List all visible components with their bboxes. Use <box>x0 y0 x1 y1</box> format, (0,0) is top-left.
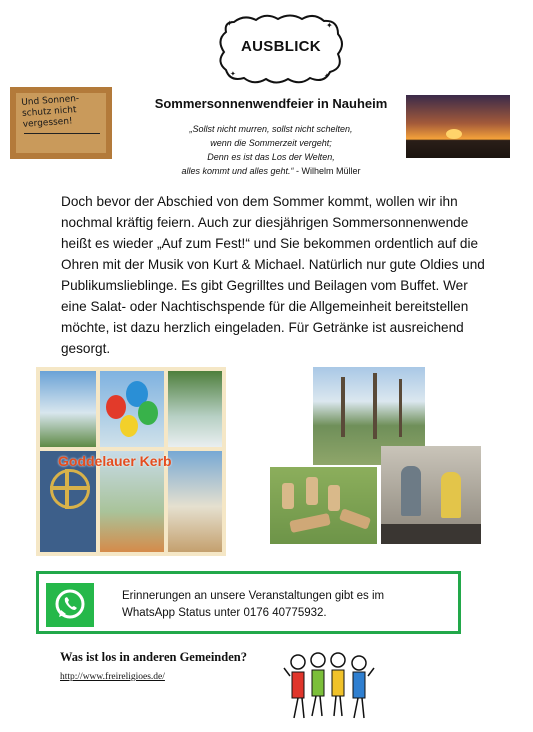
poem-author: - Wilhelm Müller <box>293 166 361 176</box>
sunscreen-sign-photo <box>10 87 112 159</box>
poem-line-4: alles kommt und alles geht.“ <box>181 166 294 176</box>
band-performance-photo <box>381 446 481 544</box>
collage-panel-trees <box>40 371 96 447</box>
whatsapp-text: Erinnerungen an unsere Veranstaltungen gibt es im WhatsApp Status unter 0176 40775932. <box>122 590 385 619</box>
stick-figures-illustration <box>282 650 376 722</box>
wooden-games-photo <box>270 467 377 544</box>
event-title: Sommersonnenwendfeier in Nauheim <box>154 96 388 111</box>
poem-line-3: Denn es ist das Los der Welten, <box>207 152 335 162</box>
collage-panel-cans <box>168 451 222 552</box>
sign-line-3: vergessen! <box>22 116 73 130</box>
collage-panel-balloons <box>100 371 164 447</box>
sign-line-1: Und Sonnen- <box>20 93 80 108</box>
page-title: AUSBLICK <box>241 38 321 55</box>
collage-overlay-text: Goddelauer Kerb <box>58 453 172 469</box>
svg-text:✦: ✦ <box>324 73 330 80</box>
other-communities-heading: Was ist los in anderen Gemeinden? <box>60 650 247 664</box>
svg-text:✦: ✦ <box>226 19 233 28</box>
sunset-photo <box>406 95 510 158</box>
freireligioes-link[interactable]: http://www.freireligioes.de/ <box>60 672 165 682</box>
sign-line-2: schutz nicht <box>21 105 77 119</box>
body-paragraph: Doch bevor der Abschied von dem Sommer kommt, wollen wir ihn nochmal kräftig feiern. Auch zur diesjährigen Sommersonnenwende heißt es wieder „Auf zum Fest!“ und Sie bekommen ordentlich auf die Ohren mit der Musik von Kurt & Michael. Natürlich nur gute Oldies und Publikumslieblinge. Es gibt Gegrilltes und Beilagen vom Buffet. Wer eine Salat- oder Nachtischspende für die Allgemeinheit bereitstellen möchte, ist dazu herzlich eingeladen. Für Getränke ist ausreichend gesorgt. <box>61 194 485 356</box>
svg-text:✦: ✦ <box>230 71 236 78</box>
poem-line-2: wenn die Sommerzeit vergeht; <box>210 138 332 148</box>
svg-text:✦: ✦ <box>326 21 333 30</box>
whatsapp-icon <box>46 583 94 627</box>
poem <box>140 122 402 178</box>
collage-panel-tent <box>168 371 222 447</box>
poem-line-1: „Sollst nicht murren, sollst nicht schelten, <box>189 124 353 134</box>
